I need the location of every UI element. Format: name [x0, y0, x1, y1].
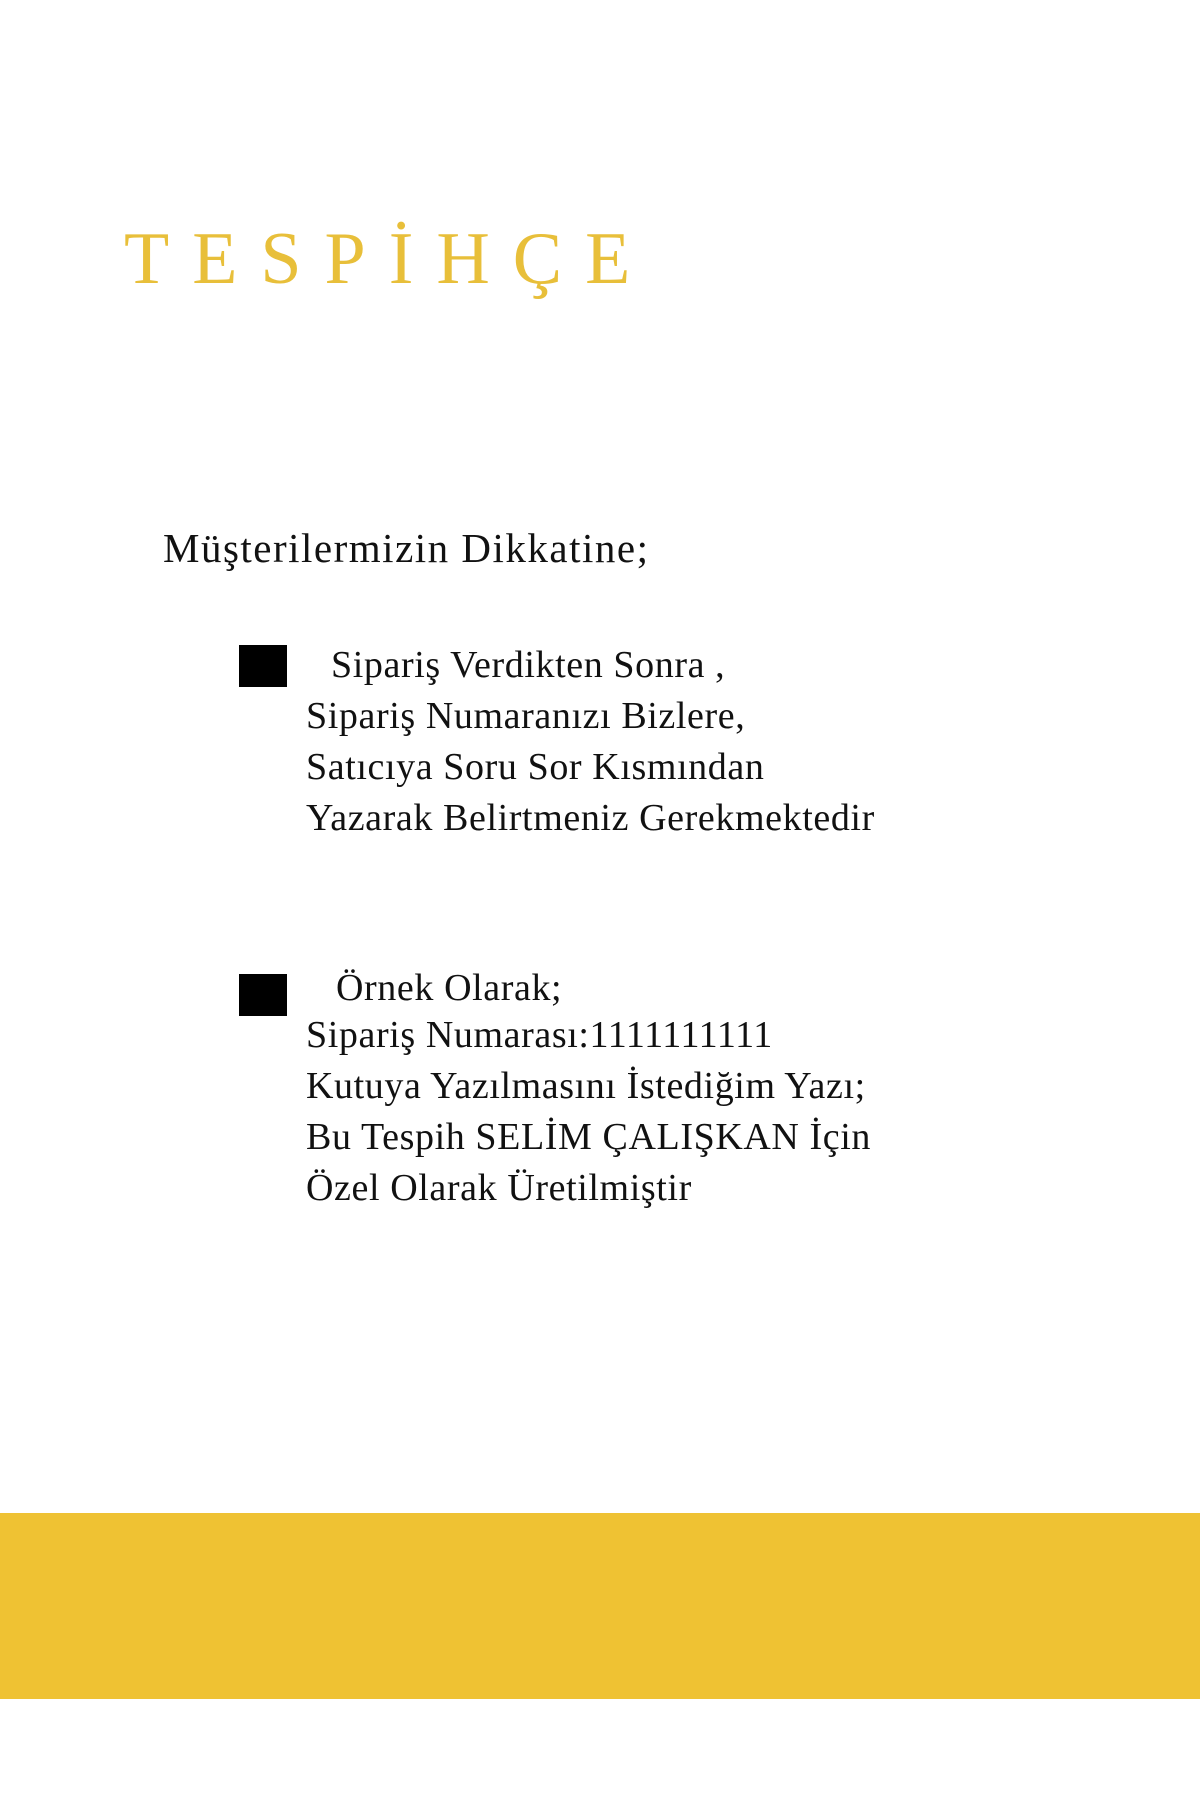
brand-title: TESPİHÇE	[124, 218, 654, 300]
notice-line: Bu Tespih SELİM ÇALIŞKAN İçin	[306, 1116, 872, 1158]
notice-heading: Müşterilermizin Dikkatine;	[163, 525, 650, 571]
notice-line: Satıcıya Soru Sor Kısmından	[306, 746, 765, 788]
notice-line: Kutuya Yazılmasını İstediğim Yazı;	[306, 1065, 866, 1107]
notice-item-example	[306, 966, 871, 1214]
notice-line: Sipariş Numarası:1111111111	[306, 1014, 773, 1056]
notice-line: Örnek Olarak;	[336, 967, 563, 1009]
bullet-square-icon	[239, 974, 287, 1016]
notice-item-order-number	[306, 640, 875, 844]
notice-line: Özel Olarak Üretilmiştir	[306, 1167, 692, 1209]
footer-band	[0, 1513, 1200, 1699]
notice-line: Sipariş Numaranızı Bizlere,	[306, 695, 746, 737]
notice-line: Sipariş Verdikten Sonra ,	[331, 644, 726, 686]
notice-line: Yazarak Belirtmeniz Gerekmektedir	[306, 797, 875, 839]
bullet-square-icon	[239, 645, 287, 687]
